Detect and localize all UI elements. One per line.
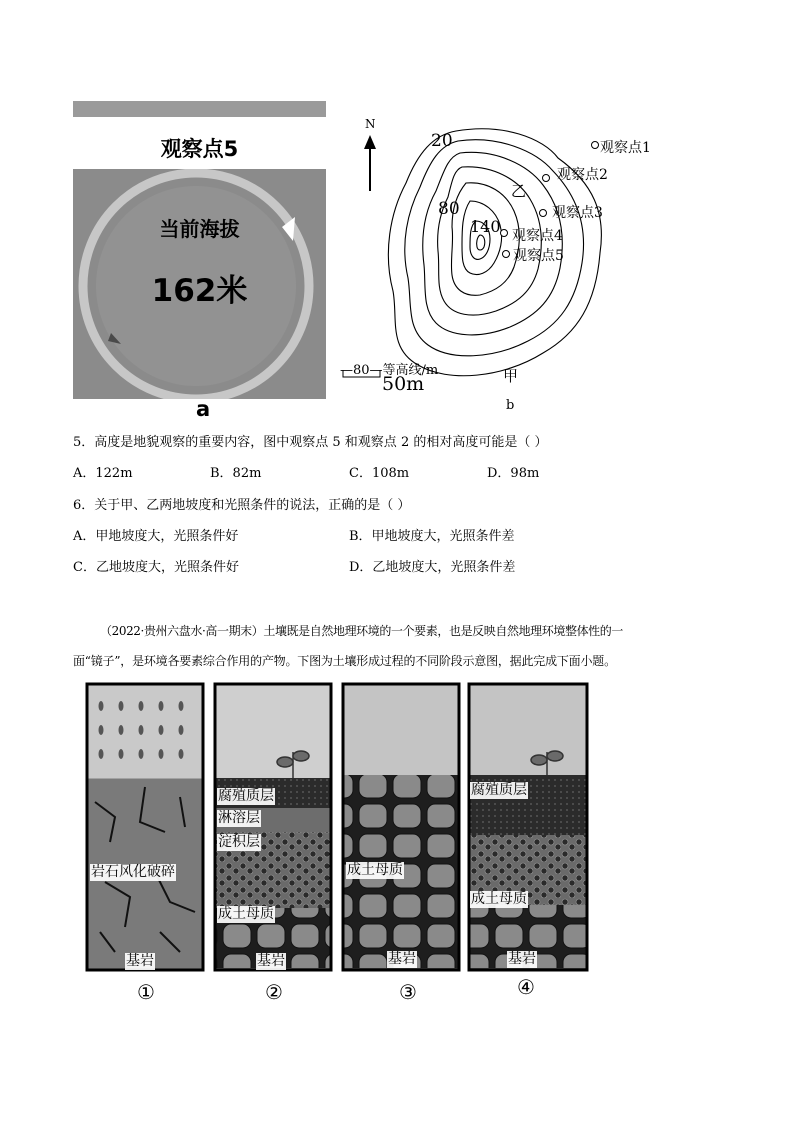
q5-option-a: A．122m <box>73 466 133 481</box>
p3-layer-parent: 成土母质 <box>347 862 403 878</box>
figure-a-caption: a <box>196 397 211 421</box>
q5-stem: 5．高度是地貌观察的重要内容，图中观察点 5 和观察点 2 的相对高度可能是（ ） <box>73 435 548 450</box>
obs-point-3: 观察点3 <box>552 205 603 221</box>
contour-legend: —80—等高线/m <box>340 363 439 378</box>
p2-layer-humus: 腐殖质层 <box>218 788 274 804</box>
p2-base-label: 基岩 <box>257 953 285 969</box>
obs-point-4: 观察点4 <box>512 228 563 244</box>
figure-a <box>73 101 326 399</box>
q6-option-b: B．甲地坡度大，光照条件差 <box>349 529 515 544</box>
p1-number: ① <box>137 980 155 1004</box>
contour-label-20: 20 <box>431 131 453 151</box>
figure-b-caption: b <box>506 398 515 413</box>
place-jia: 甲 <box>503 367 519 385</box>
q5-option-b: B．82m <box>210 466 262 481</box>
obs-point-5: 观察点5 <box>513 248 564 264</box>
p4-layer-humus: 腐殖质层 <box>471 782 527 798</box>
p2-layer-parent: 成土母质 <box>218 906 274 922</box>
figure-a-panel <box>73 169 326 399</box>
obs-point-2: 观察点2 <box>557 167 608 183</box>
p4-layer-parent: 成土母质 <box>471 891 527 907</box>
soil-profiles <box>85 682 589 974</box>
q6-option-a: A．甲地坡度大，光照条件好 <box>73 529 239 544</box>
p2-layer-eluvial: 淋溶层 <box>218 810 260 826</box>
q6-option-c: C．乙地坡度大，光照条件好 <box>73 560 239 575</box>
altitude-label: 当前海拔 <box>159 217 240 241</box>
p1-layer-label: 岩石风化破碎 <box>91 864 175 880</box>
intro-line-1: （2022·贵州六盘水·高一期末）土壤既是自然地理环境的一个要素，也是反映自然地理环境整体性的一 <box>100 624 623 638</box>
p3-number: ③ <box>399 980 417 1004</box>
p4-number: ④ <box>517 975 535 999</box>
north-label: N <box>365 117 376 131</box>
scale-label: 50m <box>382 373 425 395</box>
q5-option-c: C．108m <box>349 466 410 481</box>
contour-label-140: 140 <box>470 217 501 236</box>
figure-a-title: 观察点5 <box>160 137 239 161</box>
contour-label-80: 80 <box>438 199 460 219</box>
obs-point-1: 观察点1 <box>600 140 651 156</box>
q6-stem: 6．关于甲、乙两地坡度和光照条件的说法，正确的是（ ） <box>73 498 411 513</box>
figure-a-top-bar <box>73 101 326 117</box>
p1-base-label: 基岩 <box>126 953 154 969</box>
place-yi: 乙 <box>511 182 527 200</box>
intro-line-2: 面“镜子”，是环境各要素综合作用的产物。下图为土壤形成过程的不同阶段示意图，据此完成下面小题。 <box>73 654 616 668</box>
p3-base-label: 基岩 <box>388 951 416 967</box>
q5-option-d: D．98m <box>487 466 540 481</box>
p4-base-label: 基岩 <box>508 951 536 967</box>
p2-number: ② <box>265 980 283 1004</box>
q6-option-d: D．乙地坡度大，光照条件差 <box>349 560 516 575</box>
p2-layer-illuvial: 淀积层 <box>218 834 260 850</box>
altitude-value: 162米 <box>151 273 248 309</box>
